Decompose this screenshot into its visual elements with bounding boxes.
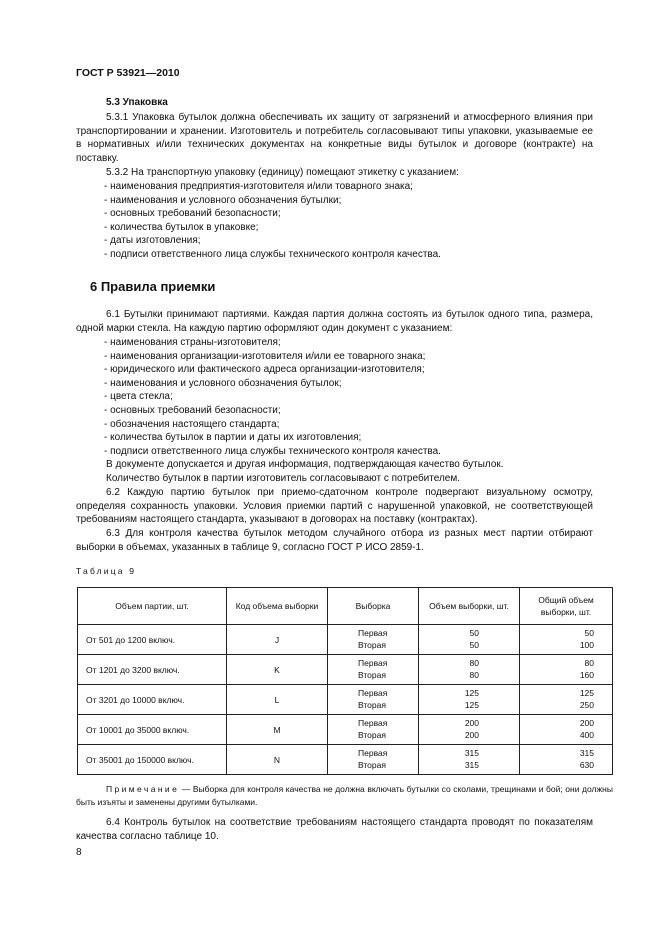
list-item: - юридического или фактического адреса организации-изготовителя; xyxy=(104,364,425,376)
note-text: — Выборка для контроля качества не должна включать бутылки со сколами, трещинами и бой; они должны быть изъяты и заменены другими бутылками. xyxy=(76,784,613,807)
cell-sample-size xyxy=(419,655,520,685)
cell-value: 80 xyxy=(469,669,479,680)
cell-value: 315 xyxy=(464,759,479,770)
cell-value: 125 xyxy=(464,699,479,710)
table-row xyxy=(78,655,613,685)
list-item: - основных требований безопасности; xyxy=(104,404,281,416)
cell-sample-second: Вторая xyxy=(358,729,386,740)
cell-code: N xyxy=(227,745,328,775)
label-items-list xyxy=(76,180,621,262)
cell-total-size xyxy=(520,625,613,655)
list-item: - подписи ответственного лица службы технического контроля качества. xyxy=(104,248,441,260)
cell-code: L xyxy=(227,685,328,715)
list-item: - наименования предприятия-изготовителя и/или товарного знака; xyxy=(104,181,413,192)
cell-sample-size xyxy=(419,715,520,745)
list-item: - наименования и условного обозначения бутылок; xyxy=(104,377,342,389)
cell-value: 50 xyxy=(469,628,479,638)
list-item: - наименования страны-изготовителя; xyxy=(104,337,281,348)
document-items-list xyxy=(76,336,621,458)
cell-value: 200 xyxy=(464,729,479,740)
cell-value: 160 xyxy=(579,669,594,680)
cell-sample xyxy=(328,715,419,745)
cell-code: J xyxy=(227,625,328,655)
paragraph-6-3: 6.3 Для контроля качества бутылок методом случайного отбора из разных мест партии отбирают выборки в объемах, указанных в таблице 9, согласно ГОСТ Р ИСО 2859-1. xyxy=(76,528,593,553)
cell-sample-first: Первая xyxy=(358,718,388,728)
cell-sample-first: Первая xyxy=(358,658,388,668)
table-row xyxy=(78,745,613,775)
sampling-table xyxy=(77,587,613,775)
paragraph-6-4: 6.4 Контроль бутылок на соответствие требованиям настоящего стандарта проводят по показателям качества согласно таблице 10. xyxy=(76,817,593,842)
list-item: - подписи ответственного лица службы технического контроля качества. xyxy=(104,445,441,457)
paragraph-6-1-quantity: Количество бутылок в партии изготовитель согласовывают с потребителем. xyxy=(106,473,461,484)
cell-lot: От 35001 до 150000 включ. xyxy=(78,745,227,775)
paragraph-5-3-1: 5.3.1 Упаковка бутылок должна обеспечивать их защиту от загрязнений и атмосферного влияния при транспортировании и хранении. Изготовитель и потребитель согласовывают типы упаковки, указываемые ее в нормативных и/или технических документах на конкретные виды бутылок и договоре (контракте) на поставку. xyxy=(76,112,593,164)
list-item: - даты изготовления; xyxy=(104,235,201,247)
cell-value: 125 xyxy=(464,688,479,698)
cell-total-size xyxy=(520,745,613,775)
table-header-row xyxy=(78,588,613,625)
page-number: 8 xyxy=(76,847,82,858)
col-header-code: Код объема выборки xyxy=(227,588,328,625)
list-item: - обозначения настоящего стандарта; xyxy=(104,418,280,430)
col-header-sample-size: Объем выборки, шт. xyxy=(419,588,520,625)
table-row xyxy=(78,685,613,715)
cell-code: K xyxy=(227,655,328,685)
cell-sample-size xyxy=(419,685,520,715)
cell-value: 100 xyxy=(579,639,594,650)
cell-value: 200 xyxy=(579,718,594,728)
cell-value: 200 xyxy=(464,718,479,728)
table-note xyxy=(76,783,613,808)
list-item: - количества бутылок в партии и даты их изготовления; xyxy=(104,432,362,444)
cell-value: 125 xyxy=(579,688,594,698)
cell-sample-first: Первая xyxy=(358,748,388,758)
paragraph-6-1: 6.1 Бутылки принимают партиями. Каждая партия должна состоять из бутылок одного типа, размера, одной марки стекла. На каждую партию оформляют один документ с указанием: xyxy=(76,309,593,334)
table-caption: Таблица 9 xyxy=(76,566,137,576)
cell-code: M xyxy=(227,715,328,745)
cell-lot: От 1201 до 3200 включ. xyxy=(78,655,227,685)
list-item: - основных требований безопасности; xyxy=(104,208,281,220)
paragraph-6-2: 6.2 Каждую партию бутылок при приемо-сдаточном контроле подвергают визуальному осмотру, определяя сохранность упаковки. Условия приемки партий с нарушенной упаковкой, не соответствующей требованиям настоящего стандарта, указывают в договорах на поставку (контрактах). xyxy=(76,487,593,526)
cell-value: 630 xyxy=(579,759,594,770)
note-label: Примечание xyxy=(106,784,180,794)
cell-lot: От 3201 до 10000 включ. xyxy=(78,685,227,715)
cell-value: 80 xyxy=(469,658,479,668)
col-header-lot-size: Объем партии, шт. xyxy=(78,588,227,625)
cell-sample-second: Вторая xyxy=(358,759,386,770)
cell-value: 50 xyxy=(584,628,594,638)
cell-sample-size xyxy=(419,745,520,775)
paragraph-6-1-extra-info: В документе допускается и другая информация, подтверждающая качество бутылок. xyxy=(106,459,504,470)
cell-total-size xyxy=(520,655,613,685)
cell-lot: От 501 до 1200 включ. xyxy=(78,625,227,655)
cell-value: 250 xyxy=(579,699,594,710)
cell-value: 400 xyxy=(579,729,594,740)
cell-sample xyxy=(328,745,419,775)
cell-total-size xyxy=(520,685,613,715)
cell-sample xyxy=(328,655,419,685)
section-6-title: 6 Правила приемки xyxy=(90,279,216,294)
cell-sample-first: Первая xyxy=(358,688,388,698)
cell-sample xyxy=(328,625,419,655)
table-row xyxy=(78,625,613,655)
cell-value: 50 xyxy=(469,639,479,650)
col-header-sample: Выборка xyxy=(328,588,419,625)
cell-value: 315 xyxy=(579,748,594,758)
cell-sample-second: Вторая xyxy=(358,669,386,680)
list-item: - цвета стекла; xyxy=(104,391,173,403)
paragraph-5-3-2: 5.3.2 На транспортную упаковку (единицу) помещают этикетку с указанием: xyxy=(106,167,459,178)
standard-header: ГОСТ Р 53921—2010 xyxy=(76,67,180,79)
list-item: - наименования организации-изготовителя и/или ее товарного знака; xyxy=(104,350,426,362)
cell-sample-size xyxy=(419,625,520,655)
cell-lot: От 10001 до 35000 включ. xyxy=(78,715,227,745)
cell-total-size xyxy=(520,715,613,745)
cell-sample-second: Вторая xyxy=(358,639,386,650)
cell-value: 315 xyxy=(464,748,479,758)
cell-sample-second: Вторая xyxy=(358,699,386,710)
cell-sample-first: Первая xyxy=(358,628,388,638)
cell-value: 80 xyxy=(584,658,594,668)
cell-sample xyxy=(328,685,419,715)
subsection-5-3-title: 5.3 Упаковка xyxy=(106,97,168,108)
table-row xyxy=(78,715,613,745)
list-item: - наименования и условного обозначения бутылки; xyxy=(104,194,342,206)
list-item: - количества бутылок в упаковке; xyxy=(104,221,259,233)
col-header-total-size: Общий объем выборки, шт. xyxy=(520,588,613,625)
